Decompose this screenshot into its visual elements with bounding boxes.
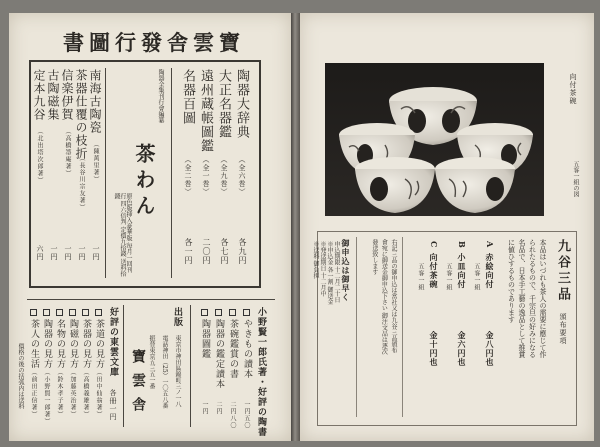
book-note: （全二巻） xyxy=(184,156,192,196)
bullet-square xyxy=(43,309,50,316)
product-spec: 五客一組 xyxy=(417,263,424,291)
column-divider xyxy=(190,305,191,427)
ono-book-price: 一円 xyxy=(201,401,208,415)
bowls-image xyxy=(325,63,544,216)
column-divider xyxy=(171,68,172,278)
photo-top-label: 向付茶碗 xyxy=(569,73,577,105)
bullet-square xyxy=(69,309,76,316)
order-item: ※発送期日 十二月中 xyxy=(319,241,326,297)
book-title: 大正名器鑑 xyxy=(216,69,231,139)
bullet-square xyxy=(229,309,236,316)
order-item: ※送料 御負担 xyxy=(312,241,319,279)
catalog-description: 本品はいづれも茶人の需要に應じて作られたるもので、千宗旦の好みになる名品で、日本手工藝の逸品として推賞に値ひするものであります xyxy=(507,239,547,358)
book-price: 一円 xyxy=(64,245,72,261)
column-divider xyxy=(105,68,106,278)
bullet-square xyxy=(243,309,250,316)
book-title: 陶器大辞典 xyxy=(234,69,249,139)
book-title: 信楽伊賀 xyxy=(60,69,74,121)
book-price: 各七円 xyxy=(220,238,229,265)
book-note: （陳萬里著） xyxy=(92,141,99,183)
book-price: 一円 xyxy=(92,245,100,261)
bunko-title: 陶磁の見方 xyxy=(68,319,78,369)
bunko-title: 茶道の見方 xyxy=(94,319,104,369)
bunko-title: 茶人の生活 xyxy=(29,319,39,369)
book-price: 二〇円 xyxy=(202,238,211,265)
publisher-phone: 電話神田（25）一〇五八番 xyxy=(161,335,168,409)
order-header: 御申込は御早く xyxy=(341,239,351,302)
publisher-title: 寶雲舎發行圖書 xyxy=(63,30,245,55)
bullet-square xyxy=(215,309,222,316)
bunko-title: 茶器の見方 xyxy=(81,319,91,369)
catalog-title: 九谷三品 xyxy=(555,239,570,303)
bunko-author: （鈴木孝子著） xyxy=(56,369,63,418)
bunko-author: （高橋義雄著） xyxy=(82,369,89,418)
publisher-address: 東京市神田區錦町三ノ一八 xyxy=(174,335,181,407)
ono-book-price: 二円八〇 xyxy=(229,401,236,429)
order-item: 申込期限 十二月二十日 xyxy=(333,241,340,303)
bunko-title: 名物の見方 xyxy=(55,319,65,369)
catalog-subtitle: 頒布要項 xyxy=(559,313,567,345)
ono-book-price: 一円五〇 xyxy=(243,401,250,429)
book-note: （高橋箒庵著） xyxy=(64,128,71,177)
product-mark: B xyxy=(457,241,467,249)
book-note: （北出塔次郎著） xyxy=(36,128,43,184)
book-title: 定本九谷 xyxy=(32,69,46,121)
right-page xyxy=(300,13,594,441)
ono-book-title: 陶器の鑑定讀本 xyxy=(214,319,224,389)
bunko-price-note: 各冊一円 xyxy=(109,389,117,421)
product-name: 向付茶碗 xyxy=(429,253,439,289)
section-divider xyxy=(27,299,275,300)
bullet-square xyxy=(56,309,63,316)
bunko-author: （前田正信著） xyxy=(30,369,37,418)
column-divider xyxy=(402,237,403,417)
bullet-square xyxy=(201,309,208,316)
ono-books-header: 小野賢一郎氏著・好評の陶書 xyxy=(256,307,266,437)
book-title: 茶器仕覆の枝折 xyxy=(74,69,88,160)
footer-text: 右記三品の御申込は當社又は九谷三品頒布會宛に御送金御申込下さい 御注文品は逐次發送致します xyxy=(370,239,397,355)
bunko-author: （加藤英治著） xyxy=(69,369,76,418)
chawan-note: 原色版挿入豪華版 毎月一回刊行 四六倍判 定價九拾錢 送料拾錢 xyxy=(113,193,132,277)
book-note: （全九巻） xyxy=(220,156,228,196)
photo-caption: 五客一組の図 xyxy=(572,161,579,197)
product-spec: 五客一組 xyxy=(473,263,480,291)
book-note: （全一巻） xyxy=(202,156,210,196)
book-note: （長谷川宗友著） xyxy=(78,155,85,211)
book-price: 一円 xyxy=(78,245,86,261)
product-mark: A xyxy=(485,241,495,249)
publisher-account: 振替東京五三五一番 xyxy=(148,335,155,389)
order-item: ※申込金 各一割 御送金 xyxy=(326,241,333,305)
bullet-square xyxy=(95,309,102,316)
book-note: （全六巻） xyxy=(238,156,246,196)
bunko-author: （小野賢一郎著） xyxy=(43,369,50,425)
publisher-label: 出版 xyxy=(172,307,182,327)
bunko-author: （田中仙翁著） xyxy=(95,369,102,418)
column-divider xyxy=(123,305,124,427)
book-title: 名器百圖 xyxy=(180,69,195,125)
product-price: 金六円也 xyxy=(457,331,467,367)
product-name: 小皿向付 xyxy=(457,253,467,289)
bullet-square xyxy=(30,309,37,316)
ono-book-title: 陶器圖鑑 xyxy=(200,319,210,359)
book-price: 各九円 xyxy=(238,238,247,265)
ono-book-title: 茶碗鑑賞の書 xyxy=(228,319,238,379)
product-spec: 五客一組 xyxy=(445,263,452,291)
publisher-name-display: 寶雲舎 xyxy=(130,349,146,421)
book-title: 古陶磁集 xyxy=(46,69,60,121)
bunko-title: 陶器の見方 xyxy=(42,319,52,369)
book-title: 遠州蔵帳圖鑑 xyxy=(198,69,213,153)
book-price: 各一円 xyxy=(184,238,193,265)
book-price: 六円 xyxy=(36,245,44,261)
left-page xyxy=(9,13,291,441)
bowls-photo xyxy=(325,63,544,216)
product-price: 金八円也 xyxy=(485,331,495,367)
chawan-series: 陶器全集刊行會編纂 xyxy=(157,69,164,123)
product-price: 金十円也 xyxy=(429,331,439,367)
product-mark: C xyxy=(429,241,439,249)
chawan-title: 茶わん xyxy=(132,143,156,221)
book-title: 南海古陶瓷 xyxy=(88,69,102,134)
bullet-square xyxy=(82,309,89,316)
ono-book-price: 二円 xyxy=(215,401,222,415)
bunko-header: 好評の東雲文庫 xyxy=(108,307,118,377)
book-gutter xyxy=(291,13,300,441)
footer-note: 價格の後の括弧内は送料 xyxy=(17,343,24,409)
book-price: 一円 xyxy=(50,245,58,261)
column-divider xyxy=(356,237,357,417)
ono-book-title: やきもの讀本 xyxy=(242,319,252,379)
product-name: 赤絵向付 xyxy=(485,253,495,289)
